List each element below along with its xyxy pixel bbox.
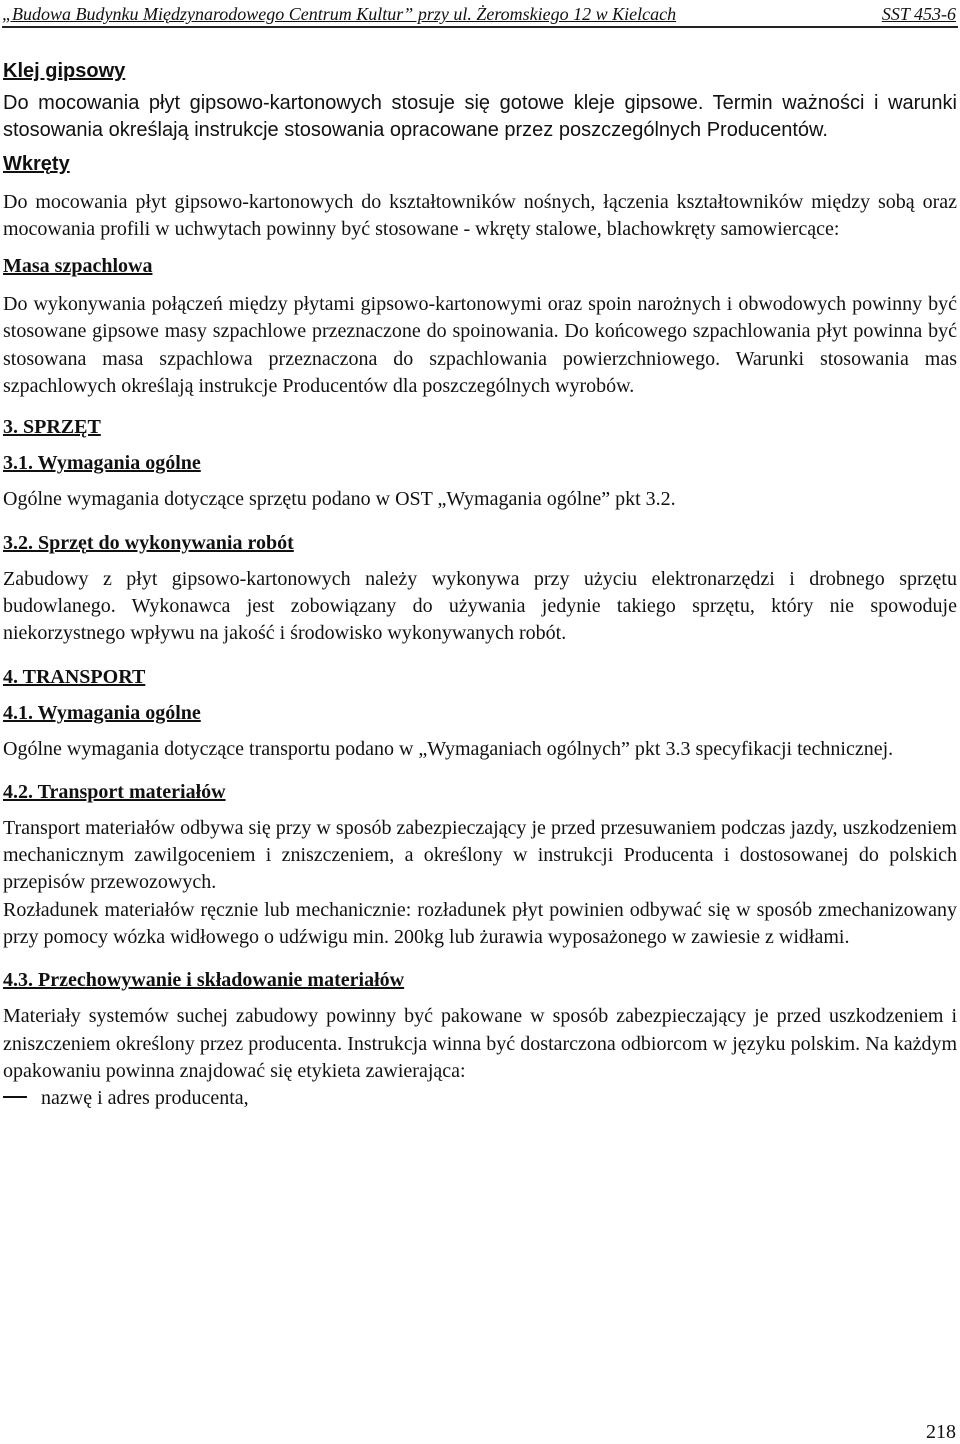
page-number: 218 [926,1421,956,1443]
heading-4-2: 4.2. Transport materiałów [3,780,226,803]
heading-sprzet: 3. SPRZĘT [3,416,101,439]
page-header [2,2,958,28]
header-spec-code: SST 453-6 [881,4,956,24]
heading-4-3: 4.3. Przechowywanie i składowanie materiałów [3,969,405,992]
dash-bullet-icon [3,1096,27,1098]
paragraph-4-3: Materiały systemów suchej zabudowy powinny być pakowane w sposób zabezpieczający je przed uszkodzeniem i zniszczeniem określony przez producenta. Instrukcja winna być dostarczona odbiorcom w języku polskim. Na każdym opakowaniu powinna znajdować się etykieta zawierająca: [3,1005,957,1082]
paragraph-4-1: Ogólne wymagania dotyczące transportu podano w „Wymaganiach ogólnych” pkt 3.3 specyfikacji technicznej. [3,737,894,760]
paragraph-3-1: Ogólne wymagania dotyczące sprzętu podano w OST „Wymagania ogólne” pkt 3.2. [3,488,676,511]
paragraph-4-2-rozladunek: Rozładunek materiałów ręcznie lub mechanicznie: rozładunek płyt powinien odbywać się w sposób zmechanizowany przy pomocy wózka widłowego o udźwigu min. 200kg lub żurawia wyposażonego w zawiesie z widłami. [3,898,957,949]
list-item [3,1085,957,1112]
heading-masa-szpachlowa: Masa szpachlowa [3,255,153,278]
heading-transport: 4. TRANSPORT [3,665,146,688]
heading-wkrety: Wkręty [3,152,70,175]
heading-3-1: 3.1. Wymagania ogólne [3,452,201,475]
heading-3-2: 3.2. Sprzęt do wykonywania robót [3,531,294,554]
paragraph-wkrety: Do mocowania płyt gipsowo-kartonowych do kształtowników nośnych, łączenia kształtowników między sobą oraz mocowania profili w uchwytach powinny być stosowane - wkręty stalowe, blachowkręty samowiercące: [3,190,957,240]
heading-4-1: 4.1. Wymagania ogólne [3,701,201,724]
paragraph-masa-szpachlowa: Do wykonywania połączeń między płytami gipsowo-kartonowymi oraz spoin narożnych i obwodowych powinny być stosowane gipsowe masy szpachlowe przeznaczone do spoinowania. Do końcowego szpachlowania płyt powinna być stosowana masa szpachlowa przeznaczona do szpachlowania powierzchniowego. Warunki stosowania mas szpachlowych określają instrukcje Producentów dla poszczególnych wyrobów. [3,293,957,398]
heading-klej-gipsowy: Klej gipsowy [3,60,126,82]
paragraph-klej-gipsowy: Do mocowania płyt gipsowo-kartonowych stosuje się gotowe kleje gipsowe. Termin ważności i warunki stosowania określają instrukcje stosowania opracowane przez poszczególnych Producentów. [3,92,957,142]
list-item-text: nazwę i adres producenta, [41,1087,249,1110]
paragraph-4-2-transport: Transport materiałów odbywa się przy w sposób zabezpieczający je przed przesuwaniem podczas jazdy, uszkodzeniem mechanicznym zawilgoceniem i zniszczeniem, a określony w instrukcji Producenta i dostosowanej do polskich przepisów przewozowych. [3,816,957,894]
document-body [3,58,957,1112]
paragraph-3-2: Zabudowy z płyt gipsowo-kartonowych należy wykonywa przy użyciu elektronarzędzi i drobnego sprzętu budowlanego. Wykonawca jest zobowiązany do używania jedynie takiego sprzętu, który nie spowoduje niekorzystnego wpływu na jakość i środowisko wykonywanych robót. [3,567,957,645]
header-title: „Budowa Budynku Międzynarodowego Centrum Kultur” przy ul. Żeromskiego 12 w Kielcach [2,4,677,24]
